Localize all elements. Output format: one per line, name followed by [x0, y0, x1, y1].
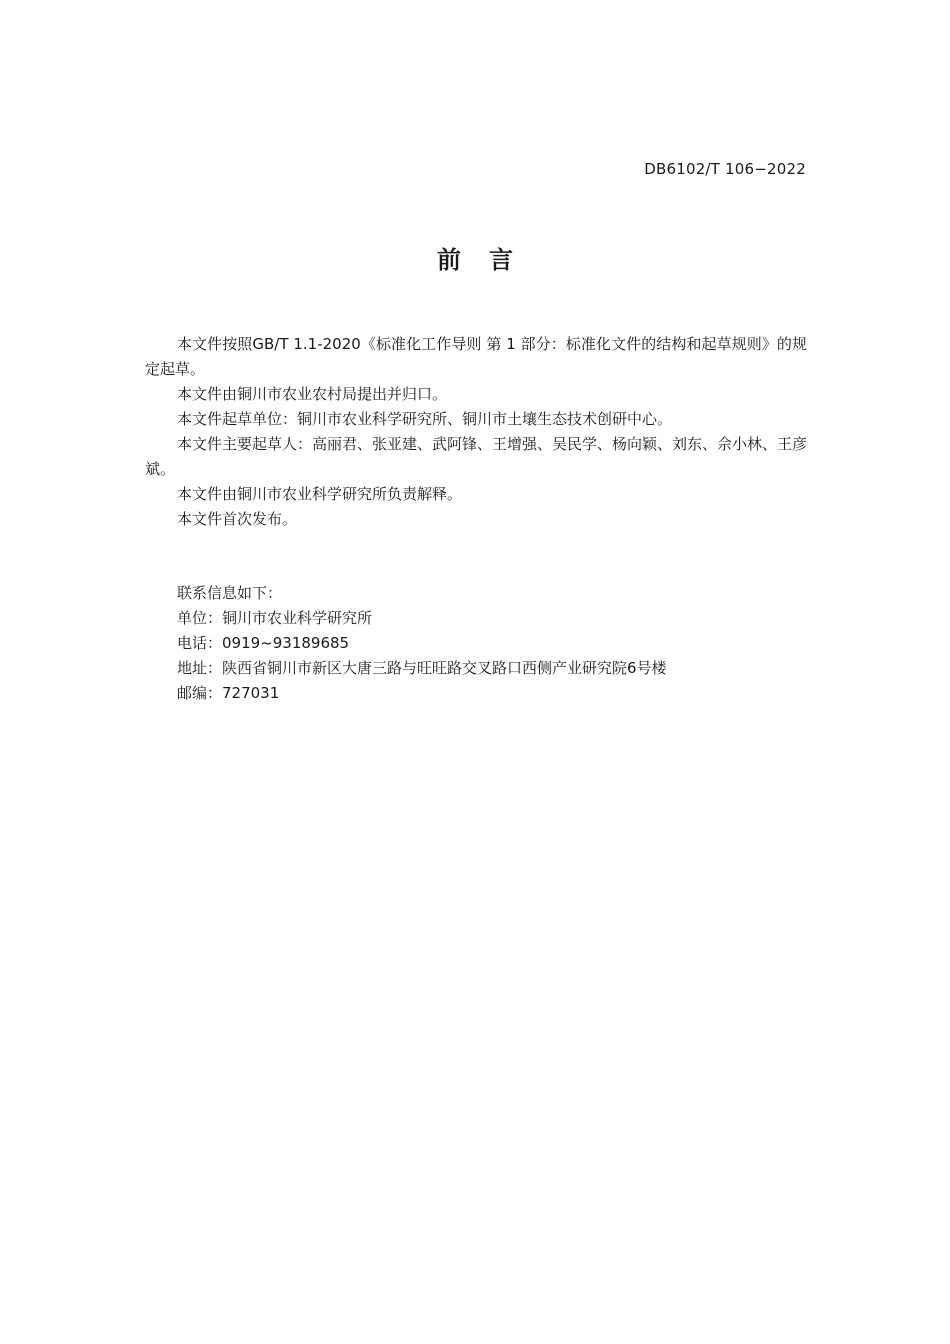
- contact-heading: 联系信息如下：: [177, 584, 283, 602]
- paragraph-drafting-rules: 本文件按照GB/T 1.1-2020《标准化工作导则 第 1 部分：标准化文件的结构和起草规则》的规定起草。: [145, 335, 807, 378]
- document-code: DB6102/T 106−2022: [644, 160, 806, 178]
- paragraph-drafters: 本文件主要起草人：高丽君、张亚建、武阿锋、王增强、吴民学、杨向颖、刘东、佘小林、王彦斌。: [145, 435, 808, 478]
- contact-phone: 电话：0919~93189685: [177, 634, 350, 652]
- paragraph-proposer: 本文件由铜川市农业农村局提出并归口。: [177, 385, 448, 403]
- contact-postcode: 邮编：727031: [177, 684, 280, 702]
- paragraph-first-release: 本文件首次发布。: [177, 510, 298, 528]
- foreword-body: [145, 332, 807, 532]
- contact-unit: 单位：铜川市农业科学研究所: [177, 609, 373, 627]
- contact-address: 地址：陕西省铜川市新区大唐三路与旺旺路交叉路口西侧产业研究院6号楼: [177, 659, 667, 677]
- contact-info: [145, 581, 807, 706]
- paragraph-drafting-units: 本文件起草单位：铜川市农业科学研究所、铜川市土壤生态技术创研中心。: [177, 410, 673, 428]
- page-title: 前言: [437, 245, 541, 274]
- paragraph-interpretation: 本文件由铜川市农业科学研究所负责解释。: [177, 485, 463, 503]
